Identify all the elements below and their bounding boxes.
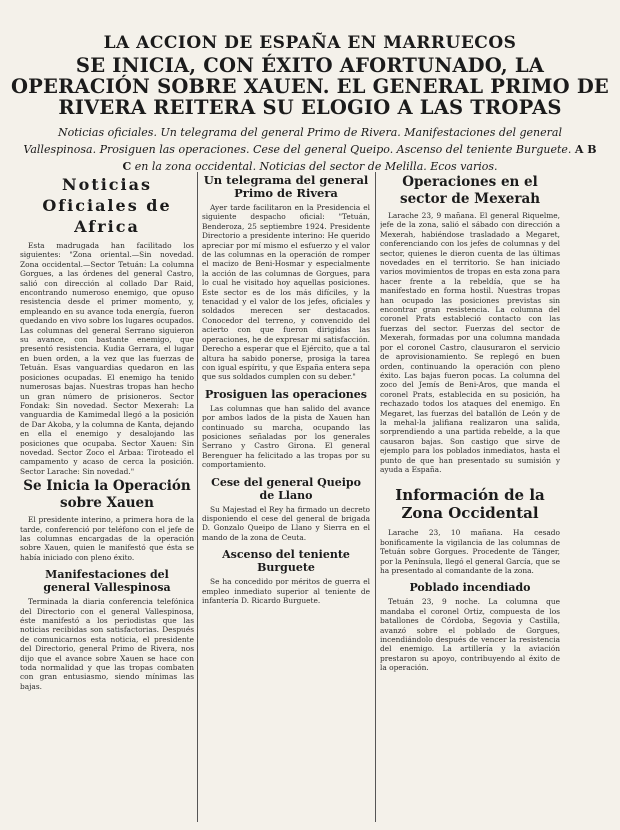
article-title: Se Inicia la Operación sobre Xauen	[23, 478, 191, 512]
main-headline: SE INICIA, CON ÉXITO AFORTUNADO, LA OPERACIÓN SOBRE XAUEN. EL GENERAL PRIMO DE RIVERA REITERA SU ELOGIO A LAS TROPAS	[10, 54, 609, 119]
article-body: El presidente interino, a primera hora de la tarde, conferenció por teléfono con el jefe de las columnas encargadas de la operación sobre Xauen, quien le manifestó que ésta se había iniciado con pleno éxito.	[20, 515, 194, 562]
article-title: Operaciones en el sector de Mexerah	[399, 174, 541, 207]
article-title: Noticias Oficiales de Africa	[42, 175, 172, 236]
article-body: Tetuán 23, 9 noche. La columna que mandaba el coronel Ortiz, compuesta de los batallones de Córdoba, Segovia y Castilla, avanzó sobre el poblado de Gorgues, incendiándolo después de vencer la resistencia del enemigo. La artillería y la aviación prestaron su apoyo, contribuyendo al éxito de la operación.	[380, 597, 560, 673]
article-body: Ayer tarde facilitaron en la Presidencia el siguiente despacho oficial: "Tetuán, Benderoza, 25 septiembre 1924. Presidente Directorio a presidente interino: He querido apreciar por mí mismo el esfuerzo y el valor de las columnas en la operación de romper el macizo de Beni-Hosmar y especialmente la acción de las columnas de Gorgues, para lo cual he visitado hoy aquellas posiciones. Este sector es de los más difíciles, y la tenacidad y el valor de los jefes, oficiales y soldados merecen ser destacados. Conocedor del terreno, y convencido del acierto con que fueron dirigidas las operaciones, he de expresar mi satisfacción. Derecho a esperar que el Ejército, que a tal altura ha sabido ponerse, prosiga la tarea con igual espíritu, y que España entera sepa que sus soldados cumplen con su deber."	[202, 203, 370, 382]
subheadline	[22, 124, 598, 175]
subhead-topics-end: en la zona occidental. Noticias del sector de Melilla. Ecos varios.	[134, 160, 498, 173]
article-subtitle: Ascenso del teniente Burguete	[222, 548, 350, 575]
article-body: Larache 23, 10 mañana. Ha cesado bonificamente la vigilancia de las columnas de Tetuán sobre Gorgues. Procedente de Tánger, por la Península, llegó el general García, que se ha presentado al comandante de la zona.	[380, 528, 560, 575]
article-subtitle: Cese del general Queipo de Llano	[211, 475, 361, 502]
column-divider	[375, 172, 376, 822]
section-heading: LA ACCION DE ESPAÑA EN MARRUECOS	[103, 33, 517, 53]
article-subtitle: Prosiguen las operaciones	[205, 387, 367, 401]
column-1	[20, 172, 194, 822]
column-3	[380, 172, 560, 822]
article-title: Información de la Zona Occidental	[395, 486, 545, 523]
column-divider	[197, 172, 198, 822]
abc-masthead: A B C	[122, 143, 597, 173]
article-title: Un telegrama del general Primo de Rivera	[203, 173, 369, 200]
article-body: Su Majestad el Rey ha firmado un decreto disponiendo el cese del general de brigada D. Gonzalo Queipo de Llano y Sierra en el mando de la zona de Ceuta.	[202, 504, 370, 542]
article-body: Esta madrugada han facilitado los siguientes: "Zona oriental.—Sin novedad. Zona occidental.—Sector Tetuán: La columna Gorgues, a las órdenes del general Castro, salió con dirección al collado Dar Raid, encontrando numeroso enemigo, que opuso resistencia desde el primer momento, y, empleando en su avance toda energía, fueron quedando en vivo sobre los lugares ocupados. Las columnas del general Serrano siguieron su avance, con bastante enemigo, que presentó resistencia. Kudia Gerrara, el lugar en buen orden, a la vez que las fuerzas de Tetuán. Esas vanguardias quedaron en las posiciones ocupadas. El enemigo ha tenido numerosas bajas. Nuestras tropas han hecho un gran número de prisioneros. Sector Fondak: Sin novedad. Sector Mexerah: La vanguardia de Kamimedal llegó a la posición de Dar Akoba, y la columna de Kanta, dejando en ella el enemigo y desalojando las posiciones que ocupaba. Sector Xauen: Sin novedad. Sector Zoco el Arbaa: Tiroteado el campamento y acaso de cerca la posición. Sector Larache: Sin novedad."	[20, 241, 194, 476]
article-body: Larache 23, 9 mañana. El general Riquelme, jefe de la zona, salió el sábado con dirección a Mexerah, habiéndose trasladado a Megaret, conferenciando con los jefes de columnas y del sector, quienes le dieron cuenta de las últimas novedades en el territorio. Se han iniciado varios movimientos de tropas en esta zona para hacer frente a la rebeldía, que se ha manifestado en forma hostil. Nuestras tropas han ocupado las posiciones previstas sin encontrar gran resistencia. La columna del coronel Prats estableció contacto con las fuerzas del sector. Fuerzas del sector de Mexerah, formadas por una columna mandada por el coronel Castro, clausuraron el servicio de aprovisionamiento. Se replegó en buen orden, continuando la operación con pleno éxito. Las bajas fueron pocas. La columna del zoco del Jemís de Beni-Aros, que manda el coronel Prats, establecida en su posición, ha rechazado todos los ataques del enemigo. En Megaret, las fuerzas del batallón de León y de la mehal-la jalifiana realizaron una salida, sorprendiendo a una partida rebelde, a la que causaron bajas. Son castigo que sirve de ejemplo para los poblados inmediatos, hasta el punto de que han presentado su sumisión y ayuda a España.	[380, 211, 560, 474]
article-body: Terminada la diaria conferencia telefónica del Directorio con el general Vallespinosa, éste manifestó a los periodistas que las noticias recibidas son satisfactorias. Después de comunicarnos esta noticia, el presidente del Directorio, general Primo de Rivera, nos dijo que el avance sobre Xauen se hace con toda normalidad y que las tropas combaten con gran entusiasmo, siendo mínimas las bajas.	[20, 597, 194, 691]
article-subtitle: Poblado incendiado	[409, 581, 531, 595]
subhead-topics: Noticias oficiales. Un telegrama del general Primo de Rivera. Manifestaciones del general Vallespinosa. Prosiguen las operaciones. Cese del general Queipo. Ascenso del teniente Burguete.	[23, 126, 572, 156]
article-body: Las columnas que han salido del avance por ambos lados de la pista de Xauen han continuado su marcha, ocupando las posiciones señaladas por los generales Serrano y Castro Girona. El general Berenguer ha felicitado a las tropas por su comportamiento.	[202, 403, 370, 470]
article-body: Se ha concedido por méritos de guerra el empleo inmediato superior al teniente de infantería D. Ricardo Burguete.	[202, 577, 370, 605]
column-2	[202, 172, 370, 822]
article-subtitle: Manifestaciones del general Vallespinosa	[43, 568, 171, 595]
